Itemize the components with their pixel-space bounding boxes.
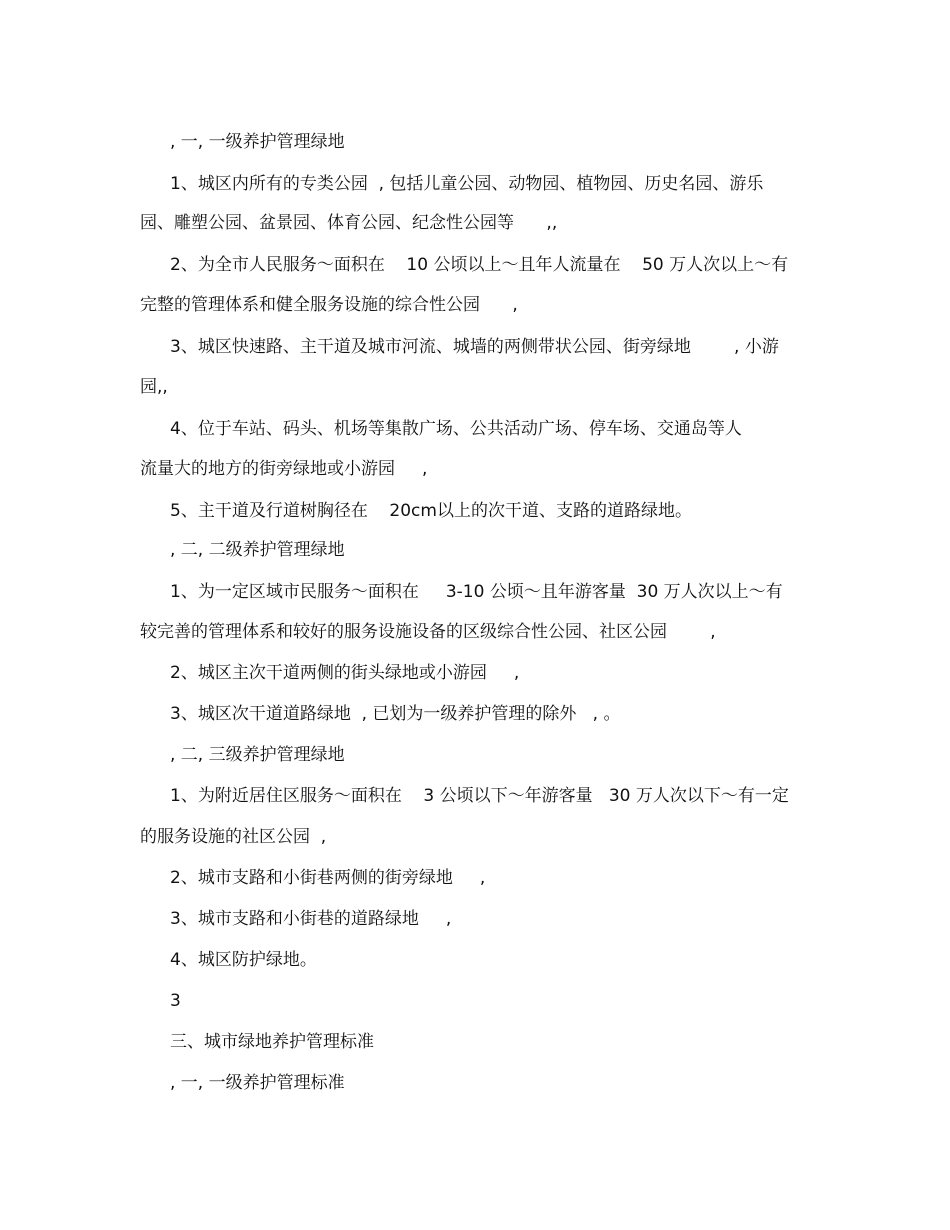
- paragraph-line: 园、雕塑公园、盆景园、体育公园、纪念性公园等 ,,: [140, 213, 558, 233]
- paragraph-line: 4、城区防护绿地。: [170, 950, 317, 970]
- page-number: 3: [170, 991, 181, 1011]
- paragraph-line: 5、主干道及行道树胸径在 20cm以上的次干道、支路的道路绿地。: [170, 501, 692, 521]
- paragraph-line: 3、城区快速路、主干道及城市河流、城墙的两侧带状公园、街旁绿地 , 小游: [170, 337, 779, 357]
- paragraph-line: 2、为全市人民服务～面积在 10 公顷以上～且年人流量在 50 万人次以上～有: [170, 255, 789, 275]
- paragraph-line: 1、城区内所有的专类公园 , 包括儿童公园、动物园、植物园、历史名园、游乐: [170, 174, 764, 194]
- section-heading-level1-standard: , 一, 一级养护管理标准: [170, 1073, 345, 1093]
- paragraph-line: 3、城市支路和小街巷的道路绿地 ,: [170, 909, 452, 929]
- paragraph-line: 完整的管理体系和健全服务设施的综合性公园 ,: [140, 295, 518, 315]
- paragraph-line: 流量大的地方的街旁绿地或小游园 ,: [140, 459, 428, 479]
- paragraph-line: 较完善的管理体系和较好的服务设施设备的区级综合性公园、社区公园 ,: [140, 622, 716, 642]
- paragraph-line: 4、位于车站、码头、机场等集散广场、公共活动广场、停车场、交通岛等人: [170, 419, 742, 439]
- paragraph-line: 的服务设施的社区公园 ,: [140, 827, 327, 847]
- paragraph-line: 2、城市支路和小街巷两侧的街旁绿地 ,: [170, 868, 486, 888]
- paragraph-line: 3、城区次干道道路绿地 , 已划为一级养护管理的除外 , 。: [170, 704, 621, 724]
- section-heading-level3-greenland: , 二, 三级养护管理绿地: [170, 745, 345, 765]
- paragraph-line: 2、城区主次干道两侧的街头绿地或小游园 ,: [170, 663, 520, 683]
- section-heading-level1-greenland: , 一, 一级养护管理绿地: [170, 132, 345, 152]
- section-heading-level2-greenland: , 二, 二级养护管理绿地: [170, 540, 345, 560]
- chapter-heading: 三、城市绿地养护管理标准: [170, 1032, 374, 1052]
- paragraph-line: 1、为一定区域市民服务～面积在 3-10 公顷～且年游客量 30 万人次以上～有: [170, 582, 783, 602]
- paragraph-line: 园,,: [140, 377, 168, 397]
- paragraph-line: 1、为附近居住区服务～面积在 3 公顷以下～年游客量 30 万人次以下～有一定: [170, 786, 789, 806]
